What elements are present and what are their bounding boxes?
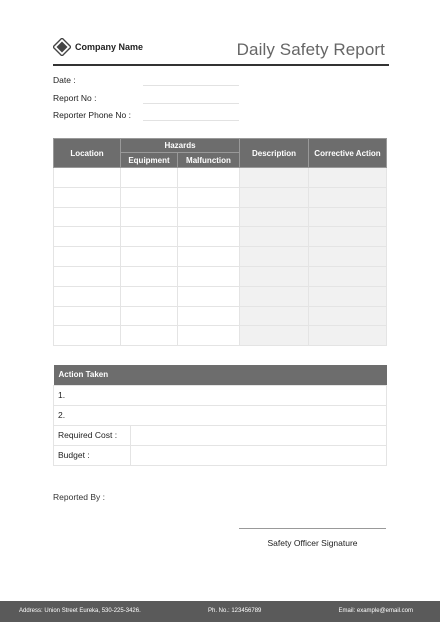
signature-line[interactable] — [239, 528, 386, 529]
corrective-action-cell[interactable] — [309, 168, 387, 188]
corrective-action-cell[interactable] — [309, 306, 387, 326]
description-cell[interactable] — [240, 326, 309, 346]
hazard-row — [54, 286, 387, 306]
location-cell[interactable] — [54, 168, 121, 188]
description-cell[interactable] — [240, 247, 309, 267]
malfunction-cell[interactable] — [178, 168, 240, 188]
corrective-action-cell[interactable] — [309, 286, 387, 306]
footer-phone: Ph. No.: 123456789 — [208, 608, 262, 614]
footer-address: Address: Union Street Eureka, 530-225-3426. — [19, 608, 141, 614]
footer-email: Email: example@email.com — [338, 608, 413, 614]
hazard-row — [54, 187, 387, 207]
equipment-cell[interactable] — [121, 207, 178, 227]
malfunction-cell[interactable] — [178, 306, 240, 326]
malfunction-cell[interactable] — [178, 227, 240, 247]
malfunction-cell[interactable] — [178, 266, 240, 286]
malfunction-cell[interactable] — [178, 286, 240, 306]
malfunction-header: Malfunction — [178, 153, 240, 168]
required-cost-label: Required Cost : — [54, 425, 131, 445]
company-name: Company Name — [75, 42, 144, 52]
action-item-2[interactable]: 2. — [54, 405, 387, 425]
report-no-label: Report No : — [53, 93, 97, 103]
malfunction-cell[interactable] — [178, 207, 240, 227]
action-item-1[interactable]: 1. — [54, 385, 387, 405]
equipment-cell[interactable] — [121, 168, 178, 188]
hazard-table — [53, 138, 387, 346]
hazard-row — [54, 266, 387, 286]
corrective-action-cell[interactable] — [309, 187, 387, 207]
equipment-header: Equipment — [121, 153, 178, 168]
location-cell[interactable] — [54, 207, 121, 227]
description-cell[interactable] — [240, 168, 309, 188]
equipment-cell[interactable] — [121, 266, 178, 286]
description-cell[interactable] — [240, 306, 309, 326]
description-header: Description — [240, 139, 309, 168]
description-cell[interactable] — [240, 227, 309, 247]
action-taken-header: Action Taken — [54, 365, 387, 385]
report-title: Daily Safety Report — [236, 40, 385, 59]
location-cell[interactable] — [54, 266, 121, 286]
reported-by-label: Reported By : — [53, 492, 105, 502]
equipment-cell[interactable] — [121, 306, 178, 326]
location-cell[interactable] — [54, 247, 121, 267]
footer-bar — [0, 601, 440, 622]
corrective-action-cell[interactable] — [309, 266, 387, 286]
date-label: Date : — [53, 75, 76, 85]
reporter-phone-field[interactable] — [143, 120, 239, 121]
reporter-phone-label: Reporter Phone No : — [53, 110, 131, 120]
location-cell[interactable] — [54, 187, 121, 207]
corrective-action-header: Corrective Action — [309, 139, 387, 168]
hazard-row — [54, 207, 387, 227]
report-no-field[interactable] — [143, 103, 239, 104]
equipment-cell[interactable] — [121, 227, 178, 247]
malfunction-cell[interactable] — [178, 187, 240, 207]
description-cell[interactable] — [240, 286, 309, 306]
required-cost-field[interactable] — [131, 425, 387, 445]
description-cell[interactable] — [240, 187, 309, 207]
equipment-cell[interactable] — [121, 326, 178, 346]
hazard-row — [54, 326, 387, 346]
corrective-action-cell[interactable] — [309, 207, 387, 227]
equipment-cell[interactable] — [121, 286, 178, 306]
header-divider — [53, 64, 389, 66]
budget-field[interactable] — [131, 445, 387, 465]
hazard-row — [54, 306, 387, 326]
hazard-table-body — [54, 168, 387, 346]
hazard-row — [54, 227, 387, 247]
equipment-cell[interactable] — [121, 187, 178, 207]
location-cell[interactable] — [54, 326, 121, 346]
signature-label: Safety Officer Signature — [267, 538, 358, 548]
hazard-row — [54, 168, 387, 188]
hazards-header: Hazards — [121, 139, 240, 153]
budget-label: Budget : — [54, 445, 131, 465]
location-cell[interactable] — [54, 227, 121, 247]
action-taken-table — [53, 365, 387, 466]
equipment-cell[interactable] — [121, 247, 178, 267]
date-field[interactable] — [143, 85, 239, 86]
description-cell[interactable] — [240, 266, 309, 286]
description-cell[interactable] — [240, 207, 309, 227]
diamond-logo-icon — [53, 38, 71, 56]
location-header: Location — [54, 139, 121, 168]
corrective-action-cell[interactable] — [309, 227, 387, 247]
corrective-action-cell[interactable] — [309, 326, 387, 346]
corrective-action-cell[interactable] — [309, 247, 387, 267]
malfunction-cell[interactable] — [178, 326, 240, 346]
location-cell[interactable] — [54, 286, 121, 306]
location-cell[interactable] — [54, 306, 121, 326]
hazard-row — [54, 247, 387, 267]
malfunction-cell[interactable] — [178, 247, 240, 267]
